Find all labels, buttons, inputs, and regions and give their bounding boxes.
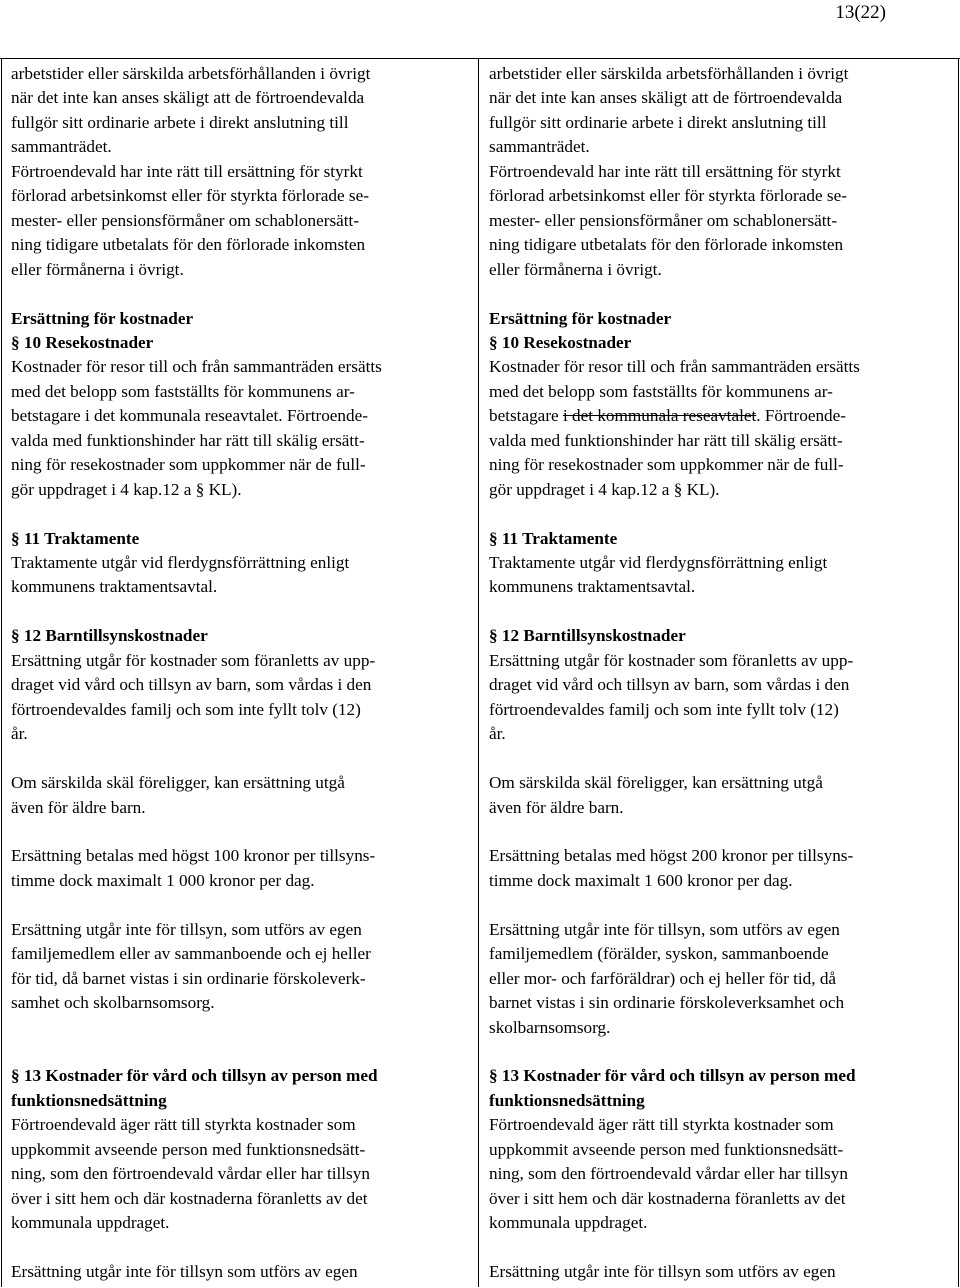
section-sign: § [195, 479, 205, 499]
heading-12: § 12 Barntillsynskostnader [489, 626, 686, 646]
paragraph: Ersättning betalas med högst 100 kronor per tillsyns- timme dock maximalt 1 000 kronor per dag. [11, 846, 376, 890]
paragraph: Traktamente utgår vid flerdygnsförrättning enligt kommunens traktamentsavtal. [11, 553, 350, 597]
heading-10: § 10 Resekostnader [11, 332, 154, 352]
struck-text: i det kommunala reseavtalet [562, 406, 757, 426]
paragraph: Kostnader för resor till och från sammanträden ersätts med det belopp som fastställts för kommunens ar- betstagare i det kommunala reseavtalet. Förtroende- valda med funktionshinder har rätt till skälig ersätt- ning för resekostnader som uppkommer när de full- gör uppdraget i 4 kap.12 a § KL). [11, 357, 382, 499]
paragraph: Kostnader för resor till och från sammanträden ersätts med det belopp som fastställts för kommunens ar- betstagare i det kommunala reseavtalet. Förtroende- valda med funktionshinder har rätt till skälig ersätt- ning för resekostnader som uppkommer när de full- gör uppdraget i 4 kap.12 a § KL). [489, 357, 860, 499]
paragraph: Ersättning betalas med högst 200 kronor per tillsyns- timme dock maximalt 1 600 kronor per dag. [489, 846, 854, 890]
heading-11: § 11 Traktamente [11, 528, 140, 548]
paragraph: Förtroendevald äger rätt till styrkta kostnader som uppkommit avseende person med funktionsnedsätt- ning, som den förtroendevald vårdar eller har tillsyn över i sitt hem och där kostnaderna föranletts av det kommunala uppdraget. [11, 1115, 370, 1233]
paragraph: Förtroendevald har inte rätt till ersättning för styrkt förlorad arbetsinkomst eller för styrkta förlorade se- mester- eller pensionsförmåner om schablonersätt- ning tidigare utbetalats för den förlorade inkomsten eller förmånerna i övrigt. [11, 161, 369, 279]
section-sign: § [489, 1066, 498, 1086]
paragraph: Ersättning utgår inte för tillsyn, som utförs av egen familjemedlem (förälder, syskon, sammanboende eller mor- och farföräldrar) och ej heller för tid, då barnet vistas i sin ordinarie förskoleverksamhet och skolbarnsomsorg. [489, 919, 845, 1037]
heading-10: § 10 Resekostnader [489, 332, 632, 352]
right-column [489, 62, 951, 1285]
section-sign: § [11, 528, 20, 548]
page-number: 13(22) [835, 2, 886, 23]
heading-12: § 12 Barntillsynskostnader [11, 626, 208, 646]
paragraph: Ersättning utgår inte för tillsyn som utförs av egen [489, 1262, 836, 1282]
heading-13: § 13 Kostnader för vård och tillsyn av person med funktionsnedsättning [11, 1066, 378, 1110]
table-border-left [1, 58, 2, 1287]
section-sign: § [489, 332, 498, 352]
paragraph: Om särskilda skäl föreligger, kan ersättning utgå även för äldre barn. [11, 773, 345, 817]
left-column [11, 62, 473, 1285]
heading-13: § 13 Kostnader för vård och tillsyn av person med funktionsnedsättning [489, 1066, 856, 1110]
table-divider [478, 58, 479, 1287]
section-sign: § [11, 332, 20, 352]
paragraph: Ersättning utgår inte för tillsyn som utförs av egen [11, 1262, 358, 1282]
paragraph: Om särskilda skäl föreligger, kan ersättning utgå även för äldre barn. [489, 773, 823, 817]
section-heading: Ersättning för kostnader [489, 308, 672, 328]
table-border-right [958, 58, 959, 1287]
section-heading: Ersättning för kostnader [11, 308, 194, 328]
paragraph: arbetstider eller särskilda arbetsförhållanden i övrigt när det inte kan anses skäligt att de förtroendevalda fullgör sitt ordinarie arbete i direkt anslutning till sammanträdet. [489, 64, 849, 157]
section-sign: § [11, 626, 20, 646]
section-sign: § [673, 479, 683, 499]
paragraph: Förtroendevald har inte rätt till ersättning för styrkt förlorad arbetsinkomst eller för styrkta förlorade se- mester- eller pensionsförmåner om schablonersätt- ning tidigare utbetalats för den förlorade inkomsten eller förmånerna i övrigt. [489, 161, 847, 279]
section-sign: § [489, 528, 498, 548]
section-sign: § [11, 1066, 20, 1086]
paragraph: Traktamente utgår vid flerdygnsförrättning enligt kommunens traktamentsavtal. [489, 553, 828, 597]
paragraph: Förtroendevald äger rätt till styrkta kostnader som uppkommit avseende person med funktionsnedsätt- ning, som den förtroendevald vårdar eller har tillsyn över i sitt hem och där kostnaderna föranletts av det kommunala uppdraget. [489, 1115, 848, 1233]
paragraph: Ersättning utgår inte för tillsyn, som utförs av egen familjemedlem eller av sammanboende och ej heller för tid, då barnet vistas i sin ordinarie förskoleverk- samhet och skolbarnsomsorg. [11, 919, 371, 1013]
paragraph: Ersättning utgår för kostnader som föranletts av upp- draget vid vård och tillsyn av barn, som vårdas i den förtroendevaldes familj och som inte fyllt tolv (12) år. [11, 650, 376, 744]
section-sign: § [489, 626, 498, 646]
paragraph: arbetstider eller särskilda arbetsförhållanden i övrigt när det inte kan anses skäligt att de förtroendevalda fullgör sitt ordinarie arbete i direkt anslutning till sammanträdet. [11, 64, 371, 157]
heading-11: § 11 Traktamente [489, 528, 618, 548]
paragraph: Ersättning utgår för kostnader som föranletts av upp- draget vid vård och tillsyn av barn, som vårdas i den förtroendevaldes familj och som inte fyllt tolv (12) år. [489, 650, 854, 744]
